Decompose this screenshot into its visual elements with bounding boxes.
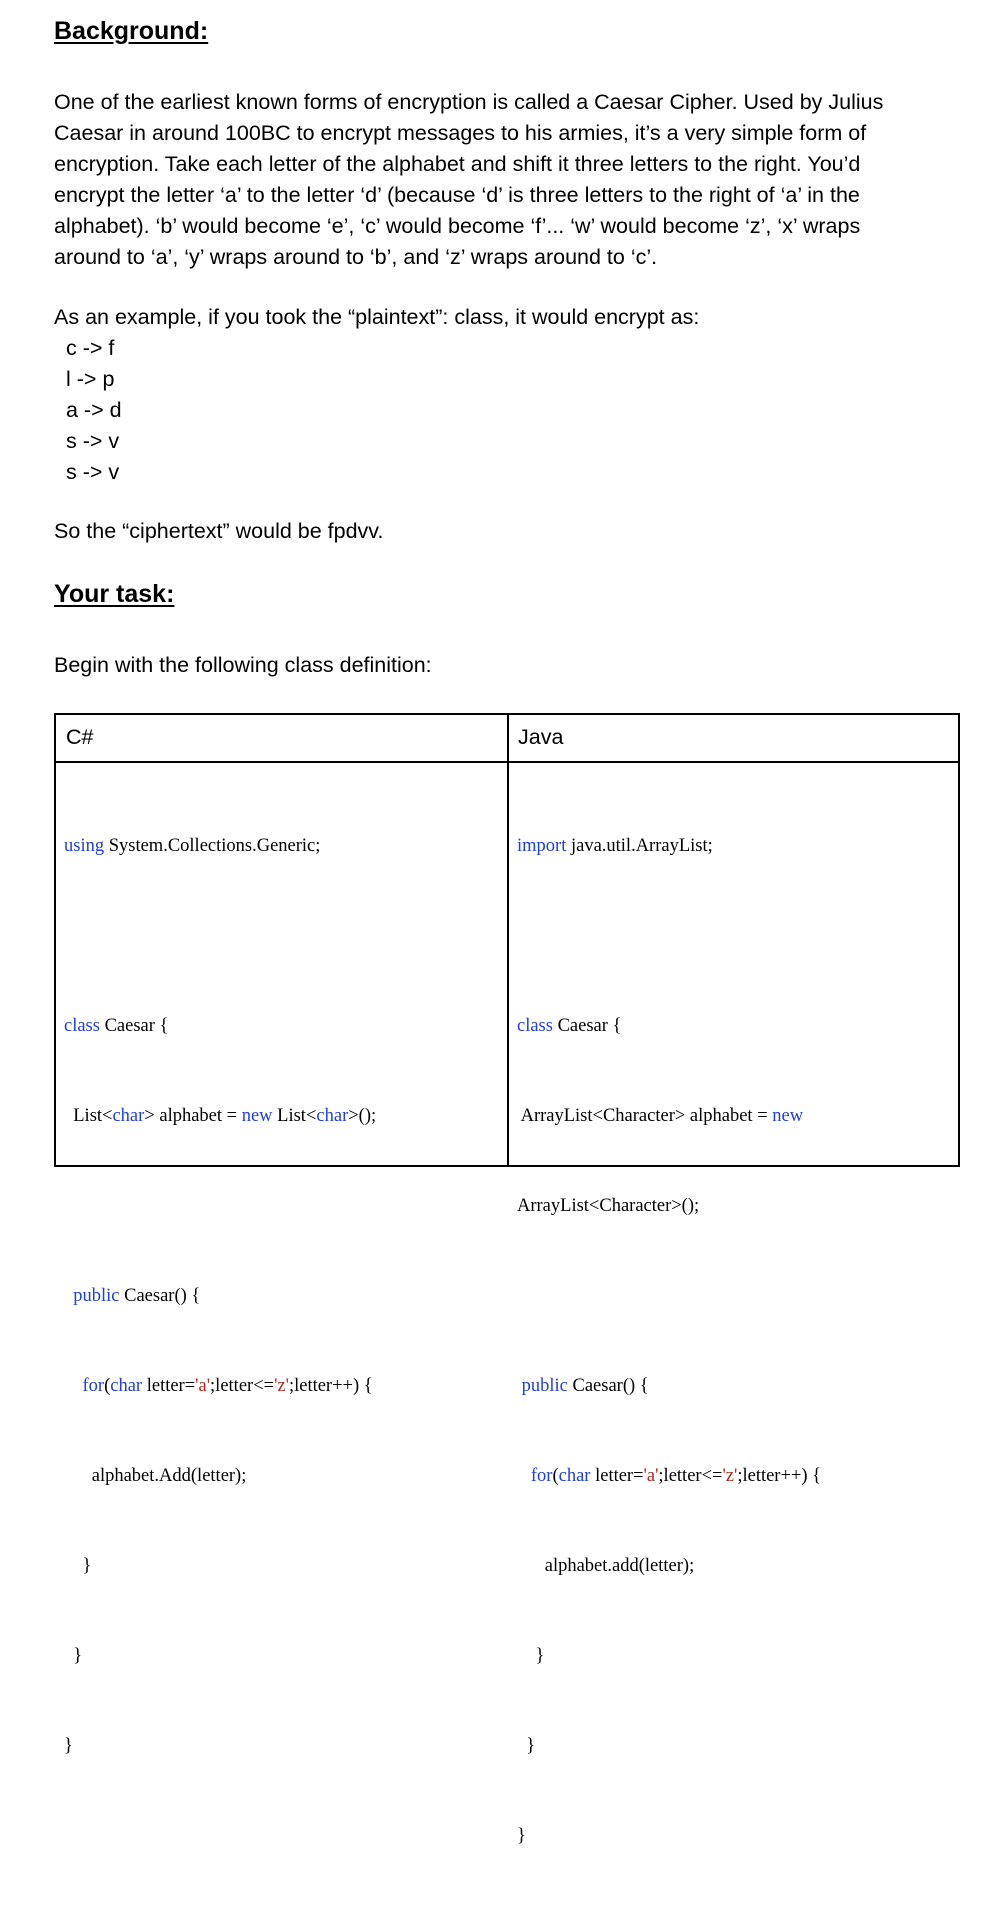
code-line [517, 1281, 821, 1311]
task-heading: Your task: [54, 580, 175, 608]
java-code [517, 771, 821, 1911]
intro-line: Caesar in around 100BC to encrypt messages to his armies, it’s a very simple form of [54, 121, 867, 145]
mapping-item: c -> f [66, 336, 115, 360]
intro-line: around to ‘a’, ‘y’ wraps around to ‘b’, and ‘z’ wraps around to ‘c’. [54, 245, 658, 269]
code-line: } [517, 1826, 526, 1846]
mapping-item: l -> p [66, 367, 115, 391]
java-header: Java [518, 725, 564, 749]
code-line: class Caesar { [64, 1016, 169, 1036]
background-heading: Background: [54, 17, 209, 45]
code-line: for(char letter='a';letter<='z';letter++) { [82, 1376, 373, 1396]
code-line: for(char letter='a';letter<='z';letter++) { [530, 1466, 822, 1486]
code-line: alphabet.Add(letter); [64, 1466, 247, 1486]
mapping-item: a -> d [66, 398, 122, 422]
code-table [54, 713, 960, 1846]
mapping-item: s -> v [66, 460, 120, 484]
code-line: } [517, 1736, 536, 1756]
mapping-item: s -> v [66, 429, 120, 453]
csharp-code [64, 771, 376, 1821]
code-line: public Caesar() { [521, 1376, 649, 1396]
code-line: ArrayList<Character>(); [517, 1196, 700, 1216]
example-intro: As an example, if you took the “plaintext”: class, it would encrypt as: [54, 305, 700, 329]
code-line [64, 1191, 376, 1221]
intro-line: encryption. Take each letter of the alphabet and shift it three letters to the right. You’d [54, 152, 861, 176]
code-line: alphabet.add(letter); [517, 1556, 695, 1576]
code-line: using System.Collections.Generic; [64, 836, 321, 856]
task-instruction: Begin with the following class definition: [54, 653, 432, 677]
code-line: List<char> alphabet = new List<char>(); [64, 1106, 377, 1126]
column-divider [507, 715, 509, 1165]
csharp-header: C# [66, 725, 94, 749]
row-divider [56, 761, 958, 763]
code-line [64, 921, 376, 951]
code-line: import java.util.ArrayList; [517, 836, 713, 856]
intro-line: One of the earliest known forms of encryption is called a Caesar Cipher. Used by Julius [54, 90, 884, 114]
code-line: public Caesar() { [73, 1286, 201, 1306]
intro-line: encrypt the letter ‘a’ to the letter ‘d’ (because ‘d’ is three letters to the right of ‘a’ in the [54, 183, 860, 207]
intro-line: alphabet). ‘b’ would become ‘e’, ‘c’ would become ‘f’... ‘w’ would become ‘z’, ‘x’ wraps [54, 214, 861, 238]
code-line: } [517, 1646, 545, 1666]
code-line: ArrayList<Character> alphabet = new [517, 1106, 804, 1126]
mapping-list [66, 333, 122, 488]
code-line: class Caesar { [517, 1016, 622, 1036]
code-line: } [64, 1556, 92, 1576]
code-line [517, 921, 821, 951]
intro-paragraph [54, 87, 974, 273]
code-line: } [64, 1646, 83, 1666]
code-line: } [64, 1736, 73, 1756]
ciphertext-conclusion: So the “ciphertext” would be fpdvv. [54, 519, 384, 543]
